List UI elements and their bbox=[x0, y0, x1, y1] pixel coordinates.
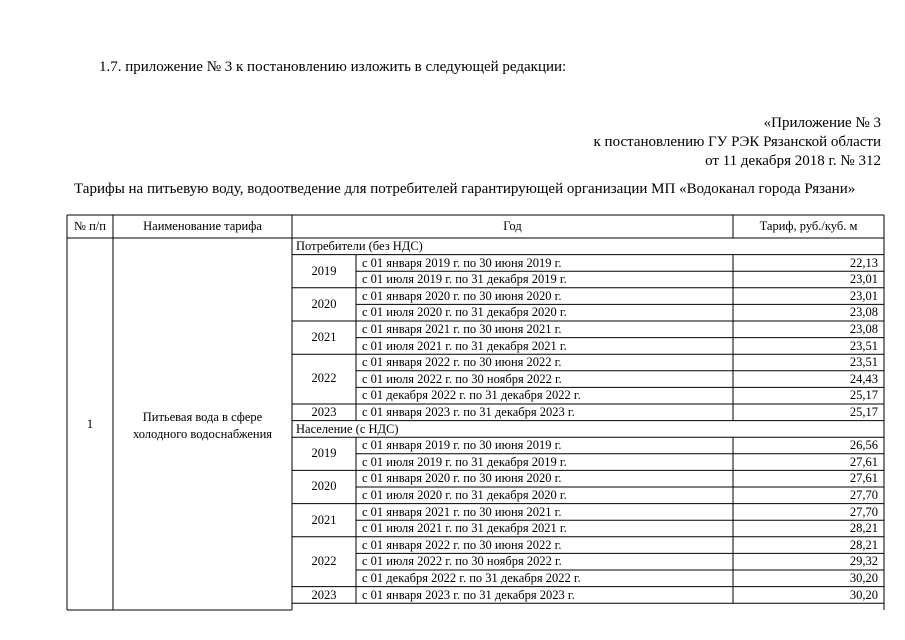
tariff-value: 30,20 bbox=[849, 571, 878, 585]
tariff-name: Питьевая вода в сфере холодного водоснабжения bbox=[132, 410, 273, 441]
tariff-value: 23,01 bbox=[849, 272, 878, 287]
tariff-value: 23,08 bbox=[849, 305, 878, 320]
tariff-value: 22,13 bbox=[849, 255, 878, 270]
year-cell: 2021 bbox=[311, 512, 337, 527]
period-cell: с 01 января 2021 г. по 30 июня 2021 г. bbox=[362, 322, 562, 336]
appendix-line-1: «Приложение № 3 bbox=[763, 115, 881, 131]
period-cell: с 01 января 2022 г. по 30 июня 2022 г. bbox=[362, 355, 562, 370]
year-cell: 2022 bbox=[311, 553, 337, 568]
period-cell: с 01 декабря 2022 г. по 31 декабря 2022 г. bbox=[362, 571, 581, 585]
appendix-line-3: от 11 декабря 2018 г. № 312 bbox=[705, 153, 881, 169]
tariff-value: 23,51 bbox=[849, 355, 878, 370]
tariff-value: 27,70 bbox=[849, 504, 878, 519]
period-cell: с 01 июля 2022 г. по 30 ноября 2022 г. bbox=[362, 371, 562, 386]
clause-text: 1.7. приложение № 3 к постановлению изложить в следующей редакции: bbox=[99, 59, 567, 75]
year-cell: 2022 bbox=[311, 371, 337, 386]
period-cell: с 01 января 2020 г. по 30 июня 2020 г. bbox=[362, 471, 562, 486]
tariff-value: 25,17 bbox=[849, 405, 878, 419]
period-cell: с 01 июля 2022 г. по 30 ноября 2022 г. bbox=[362, 554, 562, 569]
tariff-value: 23,01 bbox=[849, 288, 878, 303]
year-cell: 2019 bbox=[311, 263, 337, 278]
period-cell: с 01 июля 2020 г. по 31 декабря 2020 г. bbox=[362, 488, 567, 502]
period-cell: с 01 января 2021 г. по 30 июня 2021 г. bbox=[362, 504, 562, 519]
tariff-value: 27,61 bbox=[849, 471, 878, 486]
period-cell: с 01 июля 2021 г. по 31 декабря 2021 г. bbox=[362, 338, 567, 353]
document-heading: Тарифы на питьевую воду, водоотведение для потребителей гарантирующей организации МП «Водоканал города Рязани» bbox=[74, 181, 856, 197]
period-cell: с 01 декабря 2022 г. по 31 декабря 2022 г. bbox=[362, 388, 581, 403]
period-cell: с 01 января 2023 г. по 31 декабря 2023 г. bbox=[362, 405, 575, 419]
tariff-value: 25,17 bbox=[849, 388, 878, 403]
row-number: 1 bbox=[86, 417, 94, 431]
header-year: Год bbox=[503, 219, 522, 233]
tariff-value: 30,20 bbox=[849, 587, 878, 602]
period-cell: с 01 июля 2019 г. по 31 декабря 2019 г. bbox=[362, 454, 567, 469]
appendix-line-2: к постановлению ГУ РЭК Рязанской области bbox=[593, 134, 881, 150]
period-cell: с 01 июля 2021 г. по 31 декабря 2021 г. bbox=[362, 521, 567, 536]
tariff-value: 27,70 bbox=[849, 488, 878, 502]
period-cell: с 01 января 2020 г. по 30 июня 2020 г. bbox=[362, 288, 562, 303]
tariff-value: 24,43 bbox=[849, 371, 878, 386]
tariff-value: 23,08 bbox=[849, 322, 878, 336]
group-label: Потребители (без НДС) bbox=[296, 239, 423, 253]
header-num: № п/п bbox=[74, 219, 106, 233]
tariff-value: 28,21 bbox=[849, 521, 878, 536]
period-cell: с 01 июля 2019 г. по 31 декабря 2019 г. bbox=[362, 272, 567, 287]
year-cell: 2021 bbox=[311, 330, 337, 344]
year-cell: 2023 bbox=[311, 587, 337, 602]
period-cell: с 01 января 2019 г. по 30 июня 2019 г. bbox=[362, 255, 562, 270]
period-cell: с 01 июля 2020 г. по 31 декабря 2020 г. bbox=[362, 305, 567, 320]
year-cell: 2020 bbox=[311, 296, 337, 311]
header-name: Наименование тарифа bbox=[143, 219, 262, 233]
period-cell: с 01 января 2022 г. по 30 июня 2022 г. bbox=[362, 537, 562, 552]
period-cell: с 01 января 2019 г. по 30 июня 2019 г. bbox=[362, 438, 562, 453]
group-label: Население (с НДС) bbox=[296, 421, 399, 436]
tariff-value: 23,51 bbox=[849, 338, 878, 353]
period-cell: с 01 января 2023 г. по 31 декабря 2023 г. bbox=[362, 587, 575, 602]
tariff-value: 26,56 bbox=[849, 438, 878, 453]
year-cell: 2023 bbox=[311, 405, 337, 419]
tariff-value: 27,61 bbox=[849, 454, 878, 469]
header-tariff: Тариф, руб./куб. м bbox=[759, 219, 858, 233]
year-cell: 2020 bbox=[311, 479, 337, 494]
year-cell: 2019 bbox=[311, 446, 337, 461]
tariff-value: 29,32 bbox=[849, 554, 878, 569]
tariff-value: 28,21 bbox=[849, 537, 878, 552]
